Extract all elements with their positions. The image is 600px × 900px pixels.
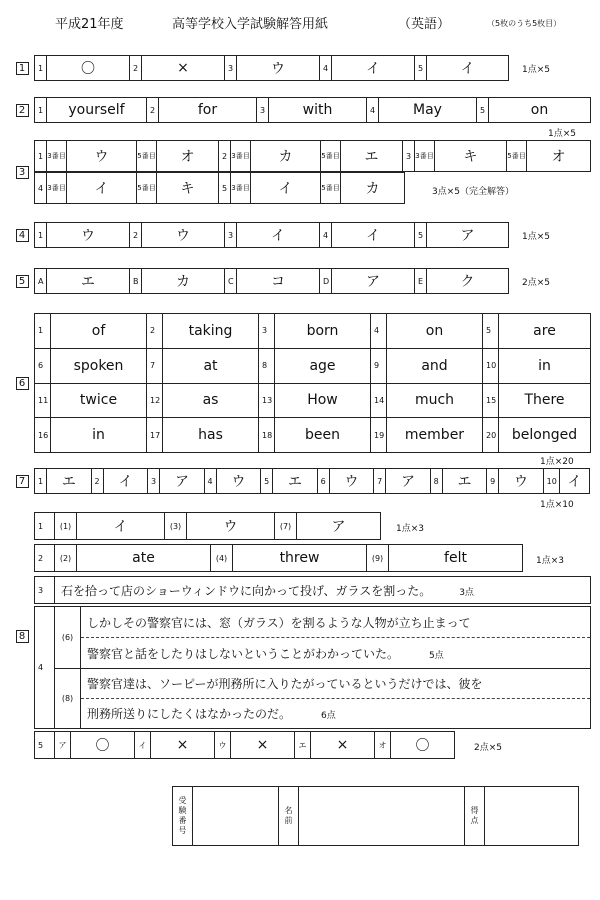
question-number-5: 5 <box>10 268 34 294</box>
question-number-8: 8 <box>10 512 34 760</box>
q4-item-number: 4 <box>320 223 332 248</box>
q7-item-number: 9 <box>487 469 499 494</box>
q4-answer[interactable]: イ <box>237 223 320 248</box>
q6-item-number: 20 <box>483 418 499 453</box>
q5-item-letter: B <box>130 269 142 294</box>
score-label: 得点 <box>465 787 485 846</box>
q5-item-letter: D <box>320 269 332 294</box>
q7-answer[interactable]: エ <box>442 469 486 494</box>
q7-points: 1点×10 <box>540 500 574 510</box>
q4-answer[interactable]: ウ <box>142 223 225 248</box>
q8-part1-table <box>34 512 381 540</box>
q8-sub-number: (1) <box>55 513 77 540</box>
q8-part4-6-text: 警察官と話をしたりはしないということがわかっていた。 <box>87 646 400 661</box>
question-number-3: 3 <box>10 140 34 204</box>
q1-points: 1点×5 <box>522 65 550 75</box>
candidate-info-table <box>172 786 579 846</box>
q3-answer-5th[interactable]: キ <box>157 173 219 204</box>
q6-answer[interactable]: There <box>499 383 591 418</box>
q1-answer[interactable]: イ <box>332 56 415 81</box>
q8-part-number: 3 <box>35 577 55 604</box>
question-number-6: 6 <box>10 313 34 453</box>
q8-answer[interactable]: 〇 <box>71 732 135 759</box>
q8-part4-8-points: 6点 <box>321 711 336 721</box>
q6-answer[interactable]: age <box>275 348 371 383</box>
q3-answer-5th[interactable]: オ <box>527 141 591 172</box>
q8-part-number: 2 <box>35 545 55 572</box>
ordinal-5th-label: 5番目 <box>137 141 157 172</box>
q1-item-number: 1 <box>35 56 47 81</box>
q7-answer[interactable]: ア <box>160 469 204 494</box>
q6-item-number: 5 <box>483 314 499 349</box>
q7-item-number: 10 <box>543 469 559 494</box>
q7-answer[interactable]: イ <box>560 469 590 494</box>
q8-part3-points: 3点 <box>459 587 474 598</box>
q1-answer[interactable]: ウ <box>237 56 320 81</box>
q3-answer-5th[interactable]: カ <box>341 173 405 204</box>
ordinal-3rd-label: 3番目 <box>415 141 435 172</box>
q8-sub-number: (8) <box>55 669 81 729</box>
q4-item-number: 3 <box>225 223 237 248</box>
q6-item-number: 18 <box>259 418 275 453</box>
q2-points: 1点×5 <box>548 129 576 139</box>
q8-part3-text: 石を拾って店のショーウィンドウに向かって投げ、ガラスを割った。 <box>61 583 432 598</box>
q1-item-number: 3 <box>225 56 237 81</box>
q5-answer[interactable]: コ <box>237 269 320 294</box>
q8-sub-number: (4) <box>211 545 233 572</box>
q2-answer[interactable]: for <box>159 98 257 123</box>
q7-item-number: 8 <box>430 469 442 494</box>
q6-answer[interactable]: been <box>275 418 371 453</box>
q8-part5-table <box>34 731 455 759</box>
ordinal-5th-label: 5番目 <box>321 141 341 172</box>
q6-item-number: 9 <box>371 348 387 383</box>
q5-answer-table <box>34 268 509 294</box>
q7-item-number: 5 <box>261 469 273 494</box>
q6-item-number: 6 <box>35 348 51 383</box>
q8-part2-points: 1点×3 <box>536 556 564 566</box>
q8-answer[interactable]: ア <box>297 513 381 540</box>
question-number-1: 1 <box>10 55 34 81</box>
q6-answer[interactable]: of <box>51 314 147 349</box>
q8-part4-6-points: 5点 <box>429 650 444 661</box>
q3-item-number: 2 <box>219 141 231 172</box>
q8-part2-table <box>34 544 523 572</box>
q6-answer[interactable]: born <box>275 314 371 349</box>
q3-item-number: 4 <box>35 173 47 204</box>
q8-part4-8-line2[interactable] <box>81 699 591 729</box>
q6-item-number: 7 <box>147 348 163 383</box>
q6-item-number: 8 <box>259 348 275 383</box>
q2-answer[interactable]: on <box>489 98 591 123</box>
q3-answer-3rd[interactable]: イ <box>251 173 321 204</box>
q3-answer-3rd[interactable]: ウ <box>67 141 137 172</box>
q8-answer[interactable]: felt <box>389 545 523 572</box>
q8-sub-number: (2) <box>55 545 77 572</box>
q2-item-number: 5 <box>477 98 489 123</box>
q8-answer[interactable]: × <box>311 732 375 759</box>
q7-item-number: 7 <box>374 469 386 494</box>
q1-item-number: 4 <box>320 56 332 81</box>
ordinal-5th-label: 5番目 <box>321 173 341 204</box>
q7-answer[interactable]: ア <box>386 469 430 494</box>
q8-part3-answer[interactable] <box>55 577 591 604</box>
q7-answer[interactable]: ウ <box>499 469 543 494</box>
q6-answer[interactable]: member <box>387 418 483 453</box>
q7-answer[interactable]: ウ <box>329 469 373 494</box>
q6-item-number: 1 <box>35 314 51 349</box>
q6-answer[interactable]: much <box>387 383 483 418</box>
q6-answer[interactable]: spoken <box>51 348 147 383</box>
q8-sub-number: (6) <box>55 607 81 669</box>
q2-answer[interactable]: yourself <box>47 98 147 123</box>
q8-answer[interactable]: 〇 <box>391 732 455 759</box>
q6-answer[interactable]: twice <box>51 383 147 418</box>
q8-sub-number: (9) <box>367 545 389 572</box>
q8-part4-8-line1[interactable]: 警察官達は、ソーピーが刑務所に入りたがっているというだけでは、彼を <box>81 669 591 699</box>
q7-item-number: 3 <box>148 469 160 494</box>
name-label: 名前 <box>279 787 299 846</box>
q4-answer-table <box>34 222 509 248</box>
q6-item-number: 14 <box>371 383 387 418</box>
q8-sub-letter: ア <box>55 732 71 759</box>
q5-item-letter: A <box>35 269 47 294</box>
q8-sub-letter: ウ <box>215 732 231 759</box>
q1-item-number: 2 <box>130 56 142 81</box>
q2-answer[interactable]: May <box>379 98 477 123</box>
q8-answer[interactable]: ate <box>77 545 211 572</box>
q8-part4-table <box>34 606 591 729</box>
q6-answer[interactable]: in <box>499 348 591 383</box>
ordinal-3rd-label: 3番目 <box>47 173 67 204</box>
q4-points: 1点×5 <box>522 232 550 242</box>
q6-answer[interactable]: are <box>499 314 591 349</box>
q8-answer[interactable]: threw <box>233 545 367 572</box>
q6-answer[interactable]: at <box>163 348 259 383</box>
q8-sub-letter: オ <box>375 732 391 759</box>
q8-answer[interactable]: ウ <box>187 513 275 540</box>
ordinal-3rd-label: 3番目 <box>231 141 251 172</box>
q4-answer[interactable]: イ <box>332 223 415 248</box>
q4-answer[interactable]: ウ <box>47 223 130 248</box>
q2-item-number: 1 <box>35 98 47 123</box>
q7-item-number: 1 <box>35 469 47 494</box>
score-field[interactable] <box>485 787 579 846</box>
q3-answer-table-row1 <box>34 140 591 172</box>
sheet-title: 高等学校入学試験解答用紙 <box>172 17 329 32</box>
q6-item-number: 10 <box>483 348 499 383</box>
ordinal-3rd-label: 3番目 <box>47 141 67 172</box>
q1-answer[interactable]: 〇 <box>47 56 130 81</box>
q7-answer[interactable]: エ <box>47 469 91 494</box>
q6-item-number: 17 <box>147 418 163 453</box>
q3-item-number: 5 <box>219 173 231 204</box>
q5-item-letter: E <box>415 269 427 294</box>
q6-answer[interactable]: on <box>387 314 483 349</box>
q6-answer[interactable]: in <box>51 418 147 453</box>
q6-answer[interactable]: belonged <box>499 418 591 453</box>
q6-answer[interactable]: and <box>387 348 483 383</box>
q6-item-number: 4 <box>371 314 387 349</box>
q5-answer[interactable]: カ <box>142 269 225 294</box>
q8-sub-number: (7) <box>275 513 297 540</box>
sheet-number: （5枚のうち5枚目） <box>487 19 562 28</box>
q8-part-number: 4 <box>35 607 55 729</box>
q8-part1-points: 1点×3 <box>396 524 424 534</box>
q3-answer-3rd[interactable]: キ <box>435 141 507 172</box>
ordinal-5th-label: 5番目 <box>137 173 157 204</box>
ordinal-5th-label: 5番目 <box>507 141 527 172</box>
q7-item-number: 4 <box>204 469 216 494</box>
q8-part4-6-line1[interactable]: しかしその警察官には、窓（ガラス）を割るような人物が立ち止まって <box>81 607 591 638</box>
q4-item-number: 1 <box>35 223 47 248</box>
q3-points: 3点×5（完全解答） <box>432 187 514 197</box>
q6-item-number: 19 <box>371 418 387 453</box>
q6-answer[interactable]: as <box>163 383 259 418</box>
exam-number-label: 受験番号 <box>173 787 193 846</box>
q8-sub-number: (3) <box>165 513 187 540</box>
q8-answer[interactable]: × <box>231 732 295 759</box>
q1-answer-table <box>34 55 509 81</box>
q4-item-number: 5 <box>415 223 427 248</box>
q7-item-number: 6 <box>317 469 329 494</box>
q6-item-number: 15 <box>483 383 499 418</box>
question-number-2: 2 <box>10 97 34 123</box>
question-number-7: 7 <box>10 468 34 494</box>
q7-answer-table <box>34 468 590 494</box>
q5-answer[interactable]: ク <box>427 269 509 294</box>
q8-part3-table <box>34 576 591 604</box>
q5-answer[interactable]: エ <box>47 269 130 294</box>
q7-item-number: 2 <box>91 469 103 494</box>
q8-part4-6-line2[interactable] <box>81 638 591 669</box>
q6-answer-table <box>34 313 591 453</box>
q2-item-number: 2 <box>147 98 159 123</box>
q2-item-number: 3 <box>257 98 269 123</box>
q8-part4-8-text: 刑務所送りにしたくはなかったのだ。 <box>87 707 292 721</box>
exam-number-field[interactable] <box>193 787 279 846</box>
q6-answer[interactable]: has <box>163 418 259 453</box>
q8-part5-points: 2点×5 <box>474 743 502 753</box>
q2-answer[interactable]: with <box>269 98 367 123</box>
question-number-4: 4 <box>10 222 34 248</box>
q8-sub-letter: イ <box>135 732 151 759</box>
q6-item-number: 2 <box>147 314 163 349</box>
q7-answer[interactable]: エ <box>273 469 317 494</box>
name-field[interactable] <box>299 787 465 846</box>
q6-item-number: 12 <box>147 383 163 418</box>
q2-answer-table <box>34 97 591 123</box>
q3-answer-5th[interactable]: エ <box>341 141 403 172</box>
q8-sub-letter: エ <box>295 732 311 759</box>
q1-answer[interactable]: × <box>142 56 225 81</box>
q2-item-number: 4 <box>367 98 379 123</box>
q3-answer-table-row2 <box>34 172 405 204</box>
q5-item-letter: C <box>225 269 237 294</box>
q6-answer[interactable]: taking <box>163 314 259 349</box>
q5-answer[interactable]: ア <box>332 269 415 294</box>
q7-answer[interactable]: イ <box>103 469 147 494</box>
q3-answer-5th[interactable]: オ <box>157 141 219 172</box>
q8-part-number: 1 <box>35 513 55 540</box>
q6-item-number: 3 <box>259 314 275 349</box>
q6-points: 1点×20 <box>540 457 574 467</box>
q3-item-number: 1 <box>35 141 47 172</box>
q4-item-number: 2 <box>130 223 142 248</box>
q3-answer-3rd[interactable]: カ <box>251 141 321 172</box>
q6-item-number: 11 <box>35 383 51 418</box>
subject: （英語） <box>398 17 451 32</box>
q8-part-number: 5 <box>35 732 55 759</box>
exam-year: 平成21年度 <box>55 17 124 32</box>
ordinal-3rd-label: 3番目 <box>231 173 251 204</box>
q3-item-number: 3 <box>403 141 415 172</box>
q1-answer[interactable]: イ <box>427 56 509 81</box>
q5-points: 2点×5 <box>522 278 550 288</box>
q7-answer[interactable]: ウ <box>216 469 260 494</box>
q8-answer[interactable]: × <box>151 732 215 759</box>
q6-answer[interactable]: How <box>275 383 371 418</box>
q1-item-number: 5 <box>415 56 427 81</box>
q3-answer-3rd[interactable]: イ <box>67 173 137 204</box>
q6-item-number: 16 <box>35 418 51 453</box>
q8-answer[interactable]: イ <box>77 513 165 540</box>
q6-item-number: 13 <box>259 383 275 418</box>
q4-answer[interactable]: ア <box>427 223 509 248</box>
